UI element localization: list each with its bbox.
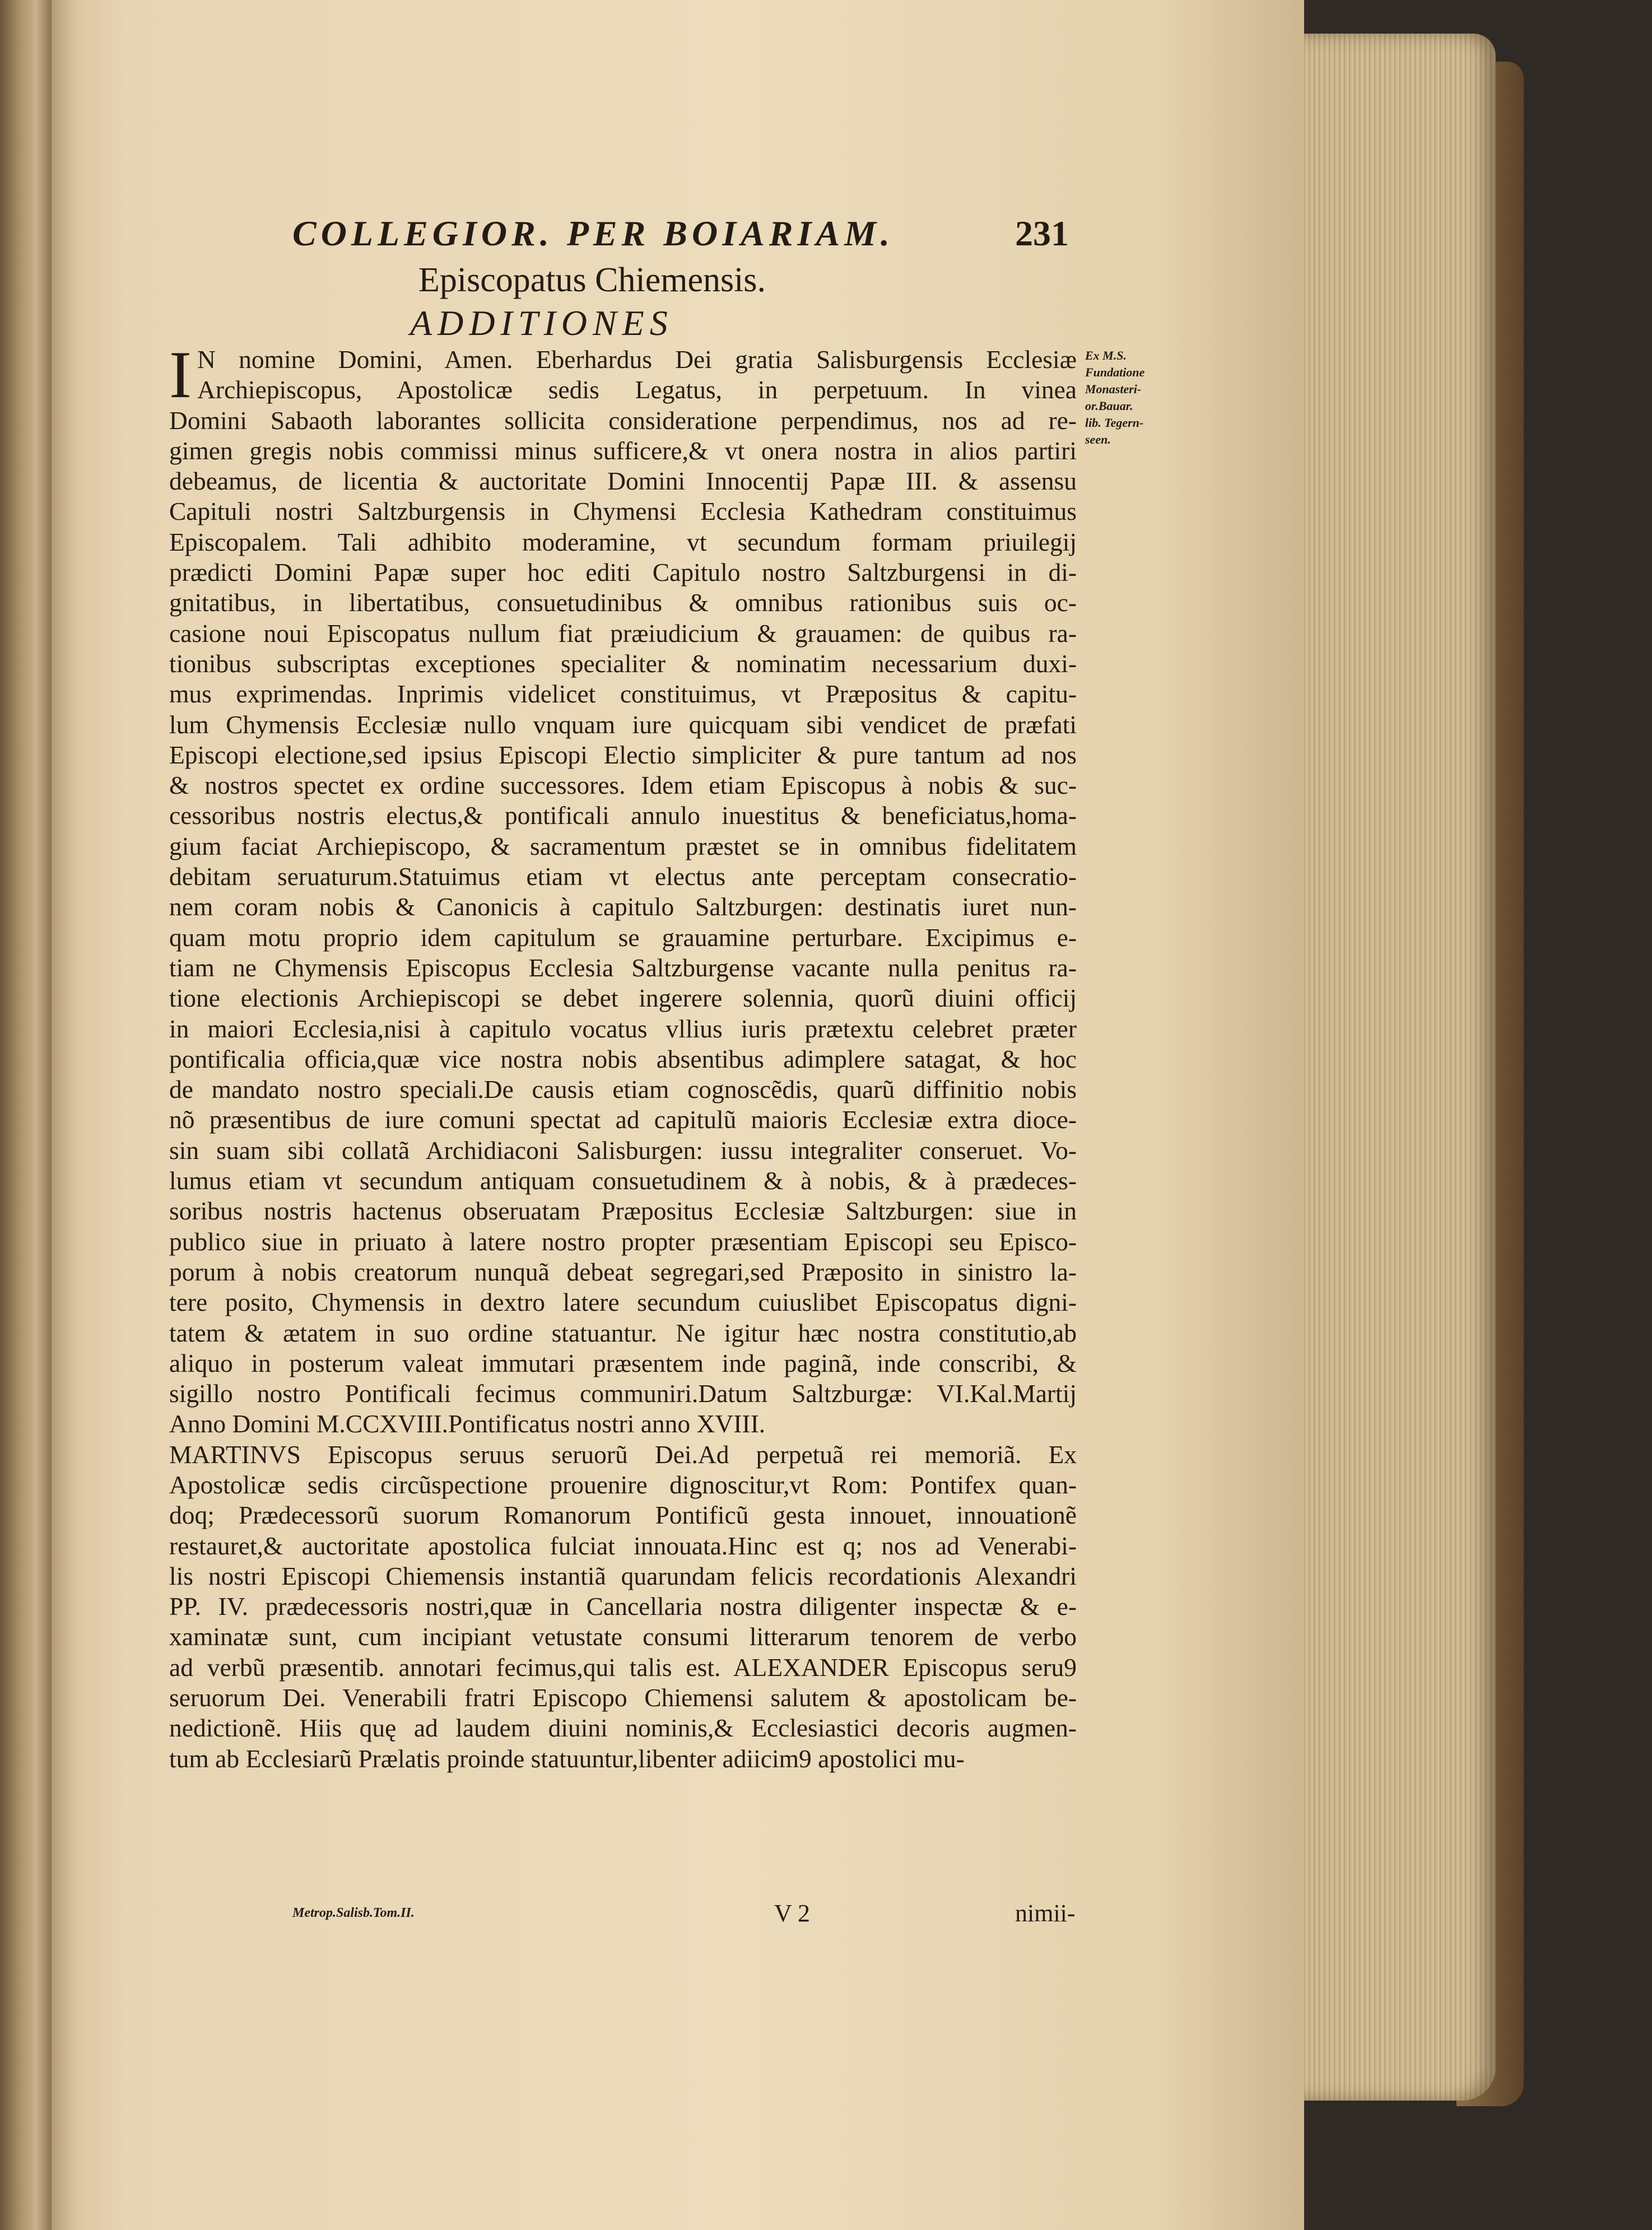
text-line: xaminatæ sunt, cum incipiant vetustate consumi litterarum tenorem de verbo: [169, 1622, 1077, 1651]
text-line: casione noui Episcopatus nullum fiat præiudicium & grauamen: de quibus ra-: [169, 618, 1077, 648]
page-number: 231: [1015, 213, 1069, 253]
text-line: Episcopi electione,sed ipsius Episcopi Electio simpliciter & pure tantum ad nos: [169, 740, 1077, 769]
text-line: PP. IV. prædecessoris nostri,quæ in Cancellaria nostra diligenter inspectæ & e-: [169, 1592, 1077, 1621]
text-line: Anno Domini M.CCXVIII.Pontificatus nostri anno XVIII.: [169, 1409, 766, 1438]
margin-note-line: lib. Tegern-: [1085, 416, 1144, 430]
text-line: & nostros spectet ex ordine successores. Idem etiam Episcopus à nobis & suc-: [169, 771, 1077, 800]
text-line: prædicti Domini Papæ super hoc editi Capitulo nostro Saltzburgensi in di-: [169, 558, 1077, 587]
margin-note-line: Fundatione: [1085, 365, 1145, 379]
text-line: tatem & ætatem in suo ordine statuantur. Ne igitur hæc nostra constitutio,ab: [169, 1318, 1077, 1347]
signature-mark: V 2: [774, 1900, 810, 1927]
running-head: COLLEGIOR. PER BOIARIAM.: [292, 213, 894, 253]
text-line: restauret,& auctoritate apostolica fulciat innouata.Hinc est q; nos ad Venerabi-: [169, 1531, 1077, 1560]
text-line: N nomine Domini, Amen. Eberhardus Dei gratia Salisburgensis Ecclesiæ: [197, 345, 1077, 374]
margin-note-line: Ex M.S.: [1085, 348, 1127, 362]
text-line: lis nostri Episcopi Chiemensis instantiã quarundam felicis recordationis Alexandri: [169, 1561, 1077, 1590]
margin-note-line: Monasteri-: [1085, 382, 1142, 396]
margin-note-line: or.Bauar.: [1085, 399, 1133, 413]
text-line: nem coram nobis & Canonicis à capitulo Saltzburgen: destinatis iuret nun-: [169, 892, 1077, 921]
text-line: gium faciat Archiepiscopo, & sacramentum præstet se in omnibus fidelitatem: [169, 831, 1077, 860]
text-line: nedictionẽ. Hiis quę ad laudem diuini nominis,& Ecclesiastici decoris augmen-: [169, 1714, 1077, 1743]
text-line: soribus nostris hactenus obseruatam Præpositus Ecclesiæ Saltzburgen: siue in: [169, 1197, 1077, 1226]
text-line: Episcopalem. Tali adhibito moderamine, vt secundum formam priuilegij: [169, 527, 1077, 556]
text-line: seruorum Dei. Venerabili fratri Episcopo Chiemensi salutem & apostolicam be-: [169, 1683, 1077, 1712]
text-lines: [169, 337, 1077, 1774]
text-line: Apostolicæ sedis circũspectione prouenire dignoscitur,vt Rom: Pontifex quan-: [169, 1470, 1077, 1499]
section-heading: ADDITIONES: [410, 303, 673, 343]
drop-cap: I: [169, 337, 192, 412]
text-line: cessoribus nostris electus,& pontificali annulo inuestitus & beneficiatus,homa-: [169, 801, 1077, 830]
text-line: tum ab Ecclesiarũ Prælatis proinde statuuntur,libenter adiicim9 apostolici mu-: [169, 1744, 965, 1773]
catchword: nimii-: [1015, 1900, 1076, 1927]
text-line: nõ præsentibus de iure comuni spectat ad capitulũ maioris Ecclesiæ extra dioce-: [169, 1105, 1077, 1134]
page-title: Episcopatus Chiemensis.: [418, 261, 766, 299]
text-line: sigillo nostro Pontificali fecimus communiri.Datum Saltzburgæ: VI.Kal.Martij: [169, 1379, 1077, 1408]
text-line: publico siue in priuato à latere nostro propter præsentiam Episcopi seu Episco-: [169, 1227, 1077, 1256]
text-line: in maiori Ecclesia,nisi à capitulo vocatus vllius iuris prætextu celebret præter: [169, 1014, 1077, 1043]
text-line: Archiepiscopus, Apostolicæ sedis Legatus, in perpetuum. In vinea: [197, 375, 1077, 404]
text-line: sin suam sibi collatã Archidiaconi Salisburgen: iussu integraliter conseruet. Vo-: [169, 1135, 1077, 1165]
text-line: mus exprimendas. Inprimis videlicet constituimus, vt Præpositus & capitu-: [169, 679, 1077, 709]
text-line: Capituli nostri Saltzburgensis in Chymensi Ecclesia Kathedram constituimus: [169, 497, 1077, 526]
text-line: gnitatibus, in libertatibus, consuetudinibus & omnibus rationibus suis oc-: [169, 588, 1077, 617]
text-line: gimen gregis nobis commissi minus sufficere,& vt onera nostra in alios partiri: [169, 436, 1077, 465]
margin-note: [1085, 347, 1164, 448]
text-line: tione electionis Archiepiscopi se debet ingerere solennia, quorũ diuini officij: [169, 984, 1077, 1013]
text-line: tionibus subscriptas exceptiones specialiter & nominatim necessarium duxi-: [169, 649, 1077, 678]
text-line: MARTINVS Episcopus seruus seruorũ Dei.Ad perpetuã rei memoriã. Ex: [169, 1440, 1077, 1469]
text-line: porum à nobis creatorum nunquã debeat segregari,sed Præposito in sinistro la-: [169, 1257, 1077, 1286]
text-line: doq; Prædecessorũ suorum Romanorum Pontificũ gesta innouet, innouationẽ: [169, 1501, 1077, 1530]
text-line: pontificalia officia,quæ vice nostra nobis absentibus adimplere satagat, & hoc: [169, 1044, 1077, 1073]
text-line: lumus etiam vt secundum antiquam consuetudinem & à nobis, & à prædeces-: [169, 1166, 1077, 1195]
text-line: quam motu proprio idem capitulum se grauamine perturbare. Excipimus e-: [169, 923, 1077, 952]
body-text: [169, 337, 1077, 1774]
facing-page-edge: [0, 0, 52, 2230]
text-line: ad verbũ præsentib. annotari fecimus,qui talis est. ALEXANDER Episcopus seru9: [169, 1652, 1077, 1682]
text-line: aliquo in posterum valeat immutari præsentem inde paginã, inde conscribi, &: [169, 1348, 1077, 1377]
text-line: Domini Sabaoth laborantes sollicita consideratione perpendimus, nos ad re-: [169, 406, 1077, 435]
text-line: debeamus, de licentia & auctoritate Domini Innocentij Papæ III. & assensu: [169, 467, 1077, 496]
footer-signature-note: Metrop.Salisb.Tom.II.: [292, 1906, 415, 1920]
text-line: debitam seruaturum.Statuimus etiam vt electus ante perceptam consecratio-: [169, 862, 1077, 891]
text-line: tere posito, Chymensis in dextro latere secundum cuiuslibet Episcopatus digni-: [169, 1288, 1077, 1317]
text-line: de mandato nostro speciali.De causis etiam cognoscẽdis, quarũ diffinitio nobis: [169, 1075, 1077, 1104]
margin-note-line: seen.: [1085, 432, 1111, 446]
text-line: lum Chymensis Ecclesiæ nullo vnquam iure quicquam sibi vendicet de præfati: [169, 710, 1077, 739]
text-line: tiam ne Chymensis Episcopus Ecclesia Saltzburgense vacante nulla penitus ra-: [169, 953, 1077, 982]
book-page: [52, 0, 1304, 2230]
